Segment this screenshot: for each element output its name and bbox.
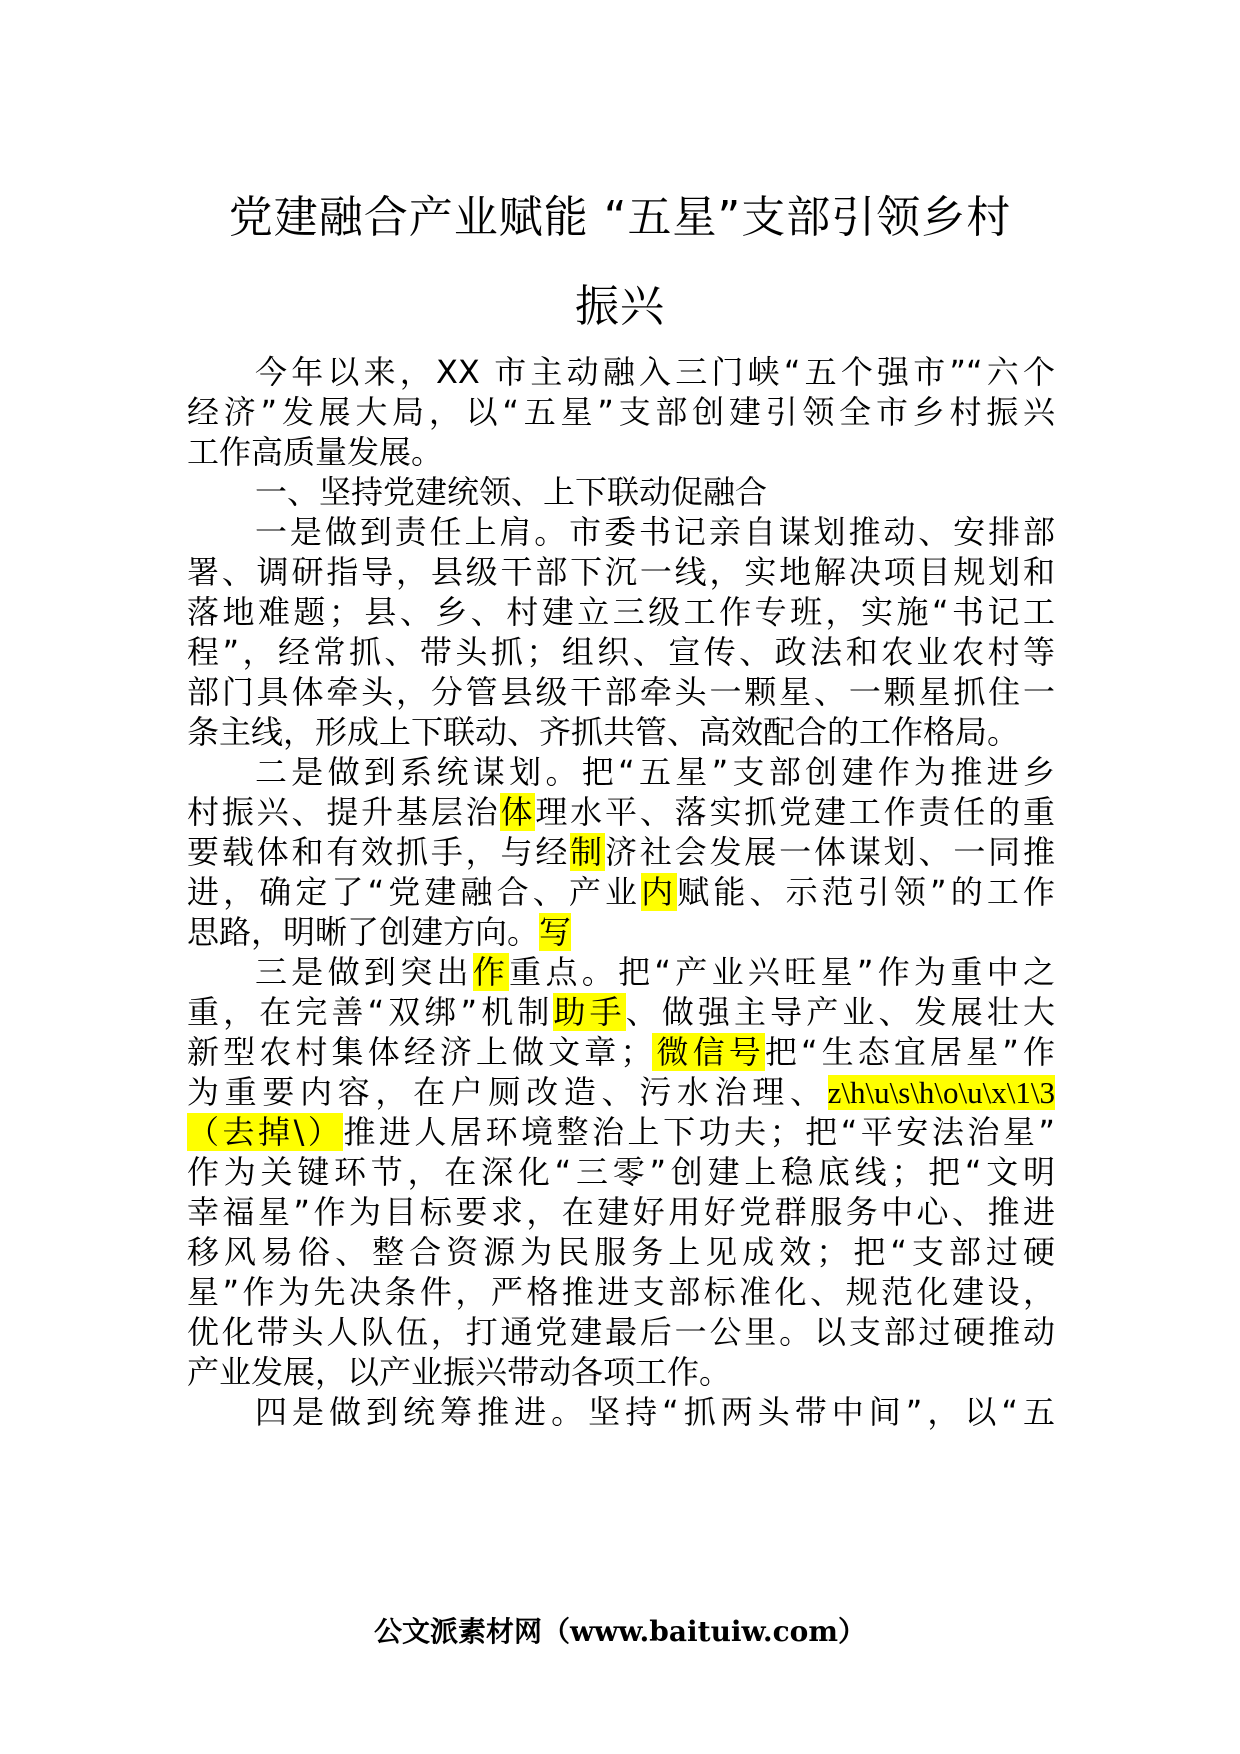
text-run: 把“生态宜居星”作: [764, 1033, 1055, 1071]
highlighted-text: （去掉\）: [187, 1113, 344, 1151]
highlighted-text: 内: [641, 873, 678, 911]
highlighted-text: 微信号: [652, 1033, 765, 1071]
highlighted-text: 作: [472, 953, 510, 991]
highlighted-text: 写: [539, 913, 572, 951]
text-run: 程”，经常抓、带头抓；组织、宣传、政法和农业农村等: [187, 633, 1055, 671]
text-run: 产业发展，以产业振兴带动各项工作。: [187, 1353, 732, 1391]
highlighted-text: 助手: [553, 993, 626, 1031]
text-run: 部门具体牵头，分管县级干部牵头一颗星、一颗星抓住一: [187, 673, 1055, 711]
text-run: 重点。把“产业兴旺星”作为重中之: [509, 953, 1055, 991]
text-run: 落地难题；县、乡、村建立三级工作专班，实施“书记工: [187, 593, 1055, 631]
text-run: 村振兴、提升基层治: [187, 793, 501, 831]
text-run: 、做强主导产业、发展壮大: [625, 993, 1055, 1031]
text-run: 进，确定了“党建融合、产业: [187, 873, 642, 911]
text-run: 星”作为先决条件，严格推进支部标准化、规范化建设，: [187, 1273, 1055, 1311]
document-title-line-1: 党建融合产业赋能 “五星”支部引领乡村: [228, 192, 1012, 243]
text-run: 一是做到责任上肩。市委书记亲自谋划推动、安排部: [255, 513, 1055, 551]
text-run: 理水平、落实抓党建工作责任的重: [535, 793, 1055, 831]
text-run: 四是做到统筹推进。坚持“抓两头带中间”，以“五: [255, 1393, 1055, 1431]
text-run: 优化带头人队伍，打通党建最后一公里。以支部过硬推动: [187, 1313, 1055, 1351]
text-run: 要载体和有效抓手，与经: [187, 833, 571, 871]
text-run: 条主线，形成上下联动、齐抓共管、高效配合的工作格局。: [187, 713, 1020, 751]
text-run: 思路，明晰了创建方向。: [187, 913, 540, 951]
watermark-footer: 公文派素材网（www.baituiw.com）: [374, 1615, 866, 1648]
text-run: 幸福星”作为目标要求，在建好用好党群服务中心、推进: [187, 1193, 1055, 1231]
text-run: 新型农村集体经济上做文章；: [187, 1033, 653, 1071]
highlighted-text: z\h\u\s\h\o\u\x\1\3: [827, 1075, 1055, 1110]
text-run: 一、坚持党建统领、上下联动促融合: [255, 473, 768, 511]
text-run: 为重要内容，在户厕改造、污水治理、: [187, 1073, 828, 1111]
text-run: 经济”发展大局，以“五星”支部创建引领全市乡村振兴: [187, 393, 1055, 431]
highlighted-text: 体: [500, 793, 536, 831]
document-title-line-2: 振兴: [575, 281, 665, 332]
text-run: 工作高质量发展。: [187, 433, 444, 471]
text-run: 三是做到突出: [255, 953, 473, 991]
text-run: 今年以来，XX 市主动融入三门峡“五个强市”“六个: [255, 353, 1055, 391]
text-run: 署、调研指导，县级干部下沉一线，实地解决项目规划和: [187, 553, 1055, 591]
text-run: 济社会发展一体谋划、一同推: [605, 833, 1055, 871]
text-run: 推进人居环境整治上下功夫；把“平安法治星”: [343, 1113, 1055, 1151]
body-line: [187, 1390, 1055, 1436]
highlighted-text: 制: [570, 833, 605, 871]
text-run: 移风易俗、整合资源为民服务上见成效；把“支部过硬: [187, 1233, 1055, 1271]
text-run: 重，在完善“双绑”机制: [187, 993, 554, 1031]
text-run: 二是做到系统谋划。把“五星”支部创建作为推进乡: [255, 753, 1055, 791]
text-run: 赋能、示范引领”的工作: [677, 873, 1055, 911]
text-run: 作为关键环节，在深化“三零”创建上稳底线；把“文明: [187, 1153, 1055, 1191]
